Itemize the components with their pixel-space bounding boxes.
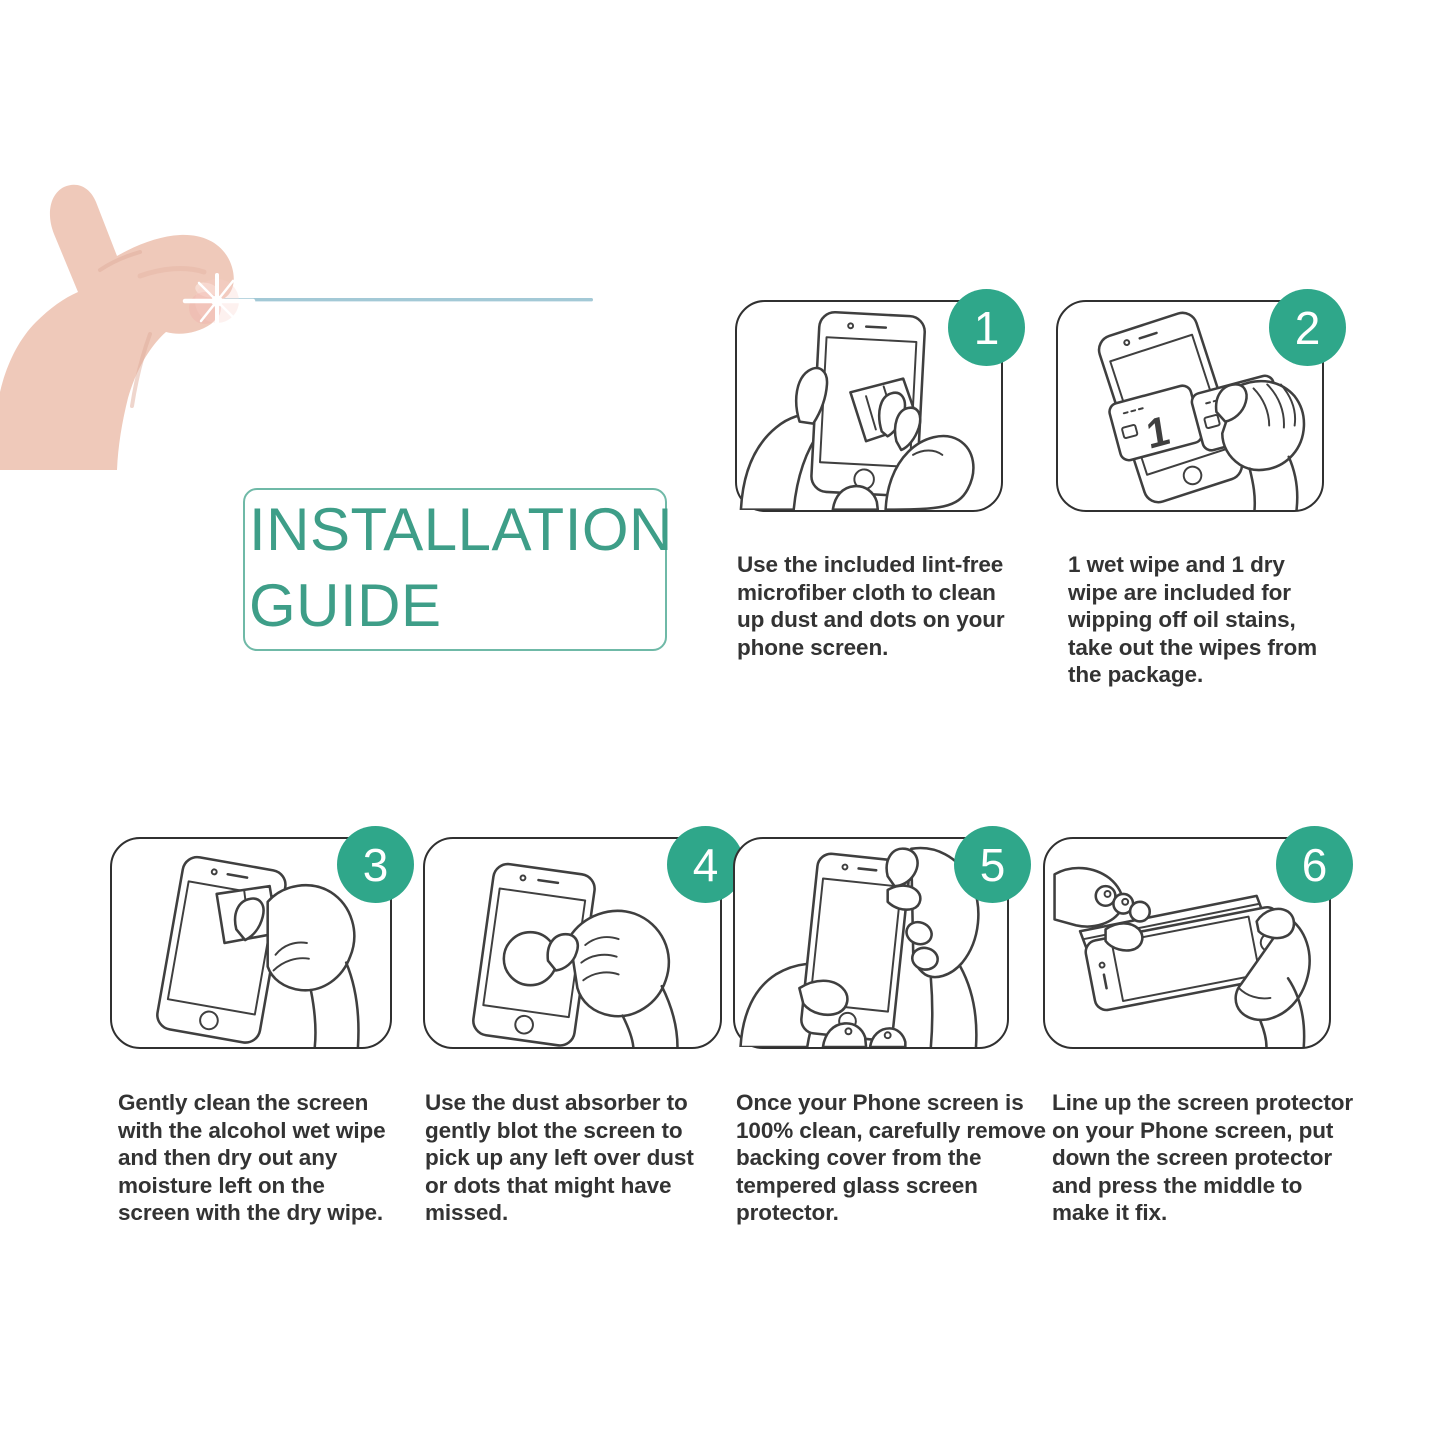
hand-photo [0, 185, 234, 470]
caption-line: gently blot the screen to [425, 1117, 683, 1143]
caption-line: pick up any left over dust [425, 1145, 694, 1170]
step-number-badge: 6 [1276, 826, 1353, 903]
caption-line: missed. [425, 1200, 509, 1225]
caption-line: Use the included lint-free [737, 552, 1004, 577]
step-6-illustration-box [1043, 837, 1331, 1049]
step-1-illustration-box [735, 300, 1003, 512]
right-hand-icon [1216, 381, 1304, 510]
left-hand-icon [741, 415, 821, 510]
caption-line: protector. [736, 1200, 839, 1225]
caption-line: wipping off oil stains, [1068, 607, 1296, 632]
caption-line: the package. [1068, 662, 1204, 687]
caption-line: Use the dust absorber to [425, 1090, 688, 1115]
caption-line: Once your Phone screen is [736, 1090, 1024, 1115]
step-4-illustration-box [423, 837, 722, 1049]
step-6-caption [1052, 1089, 1364, 1227]
step-1-caption [737, 551, 1042, 661]
caption-line: with the alcohol wet wipe [118, 1117, 386, 1143]
step-5-illustration-box [733, 837, 1009, 1049]
title-line-2: GUIDE [249, 572, 442, 639]
hand-holding-tempered-glass-photo [0, 130, 640, 470]
wipe-packet-1-label: 1 [1143, 406, 1173, 458]
step-4-caption [425, 1089, 737, 1227]
caption-line: and press the middle to [1052, 1172, 1303, 1198]
caption-line: phone screen. [737, 634, 889, 660]
caption-line: 1 wet wipe and 1 dry [1068, 552, 1285, 577]
step-2-illustration-box [1056, 300, 1324, 512]
installation-guide-title-box [243, 488, 673, 651]
caption-line: make it fix. [1052, 1200, 1168, 1225]
step-number-badge: 4 [667, 826, 744, 903]
caption-line: wipe are included for [1068, 579, 1291, 605]
caption-line: backing cover from the [736, 1145, 982, 1170]
step-number-badge: 3 [337, 826, 414, 903]
caption-line: moisture left on the [118, 1172, 325, 1198]
step-number-badge: 5 [954, 826, 1031, 903]
caption-line: up dust and dots on your [737, 607, 1005, 632]
caption-line: take out the wipes from [1068, 634, 1317, 660]
step-2-caption [1068, 551, 1373, 689]
step-number-badge: 1 [948, 289, 1025, 366]
caption-line: Line up the screen protector [1052, 1090, 1354, 1115]
caption-line: tempered glass screen [736, 1172, 978, 1198]
step-5-caption [736, 1089, 1058, 1227]
caption-line: on your Phone screen, put [1052, 1117, 1334, 1143]
step-3-caption [118, 1089, 430, 1227]
caption-line: 100% clean, carefully remove [736, 1117, 1046, 1143]
step-number-badge: 2 [1269, 289, 1346, 366]
caption-line: screen with the dry wipe. [118, 1200, 384, 1225]
caption-line: or dots that might have [425, 1172, 672, 1198]
step-3-illustration-box [110, 837, 392, 1049]
caption-line: and then dry out any [118, 1145, 338, 1170]
caption-line: Gently clean the screen [118, 1090, 369, 1115]
caption-line: down the screen protector [1052, 1145, 1333, 1170]
caption-line: microfiber cloth to clean [737, 579, 996, 605]
title-line-1: INSTALLATION [249, 496, 673, 563]
